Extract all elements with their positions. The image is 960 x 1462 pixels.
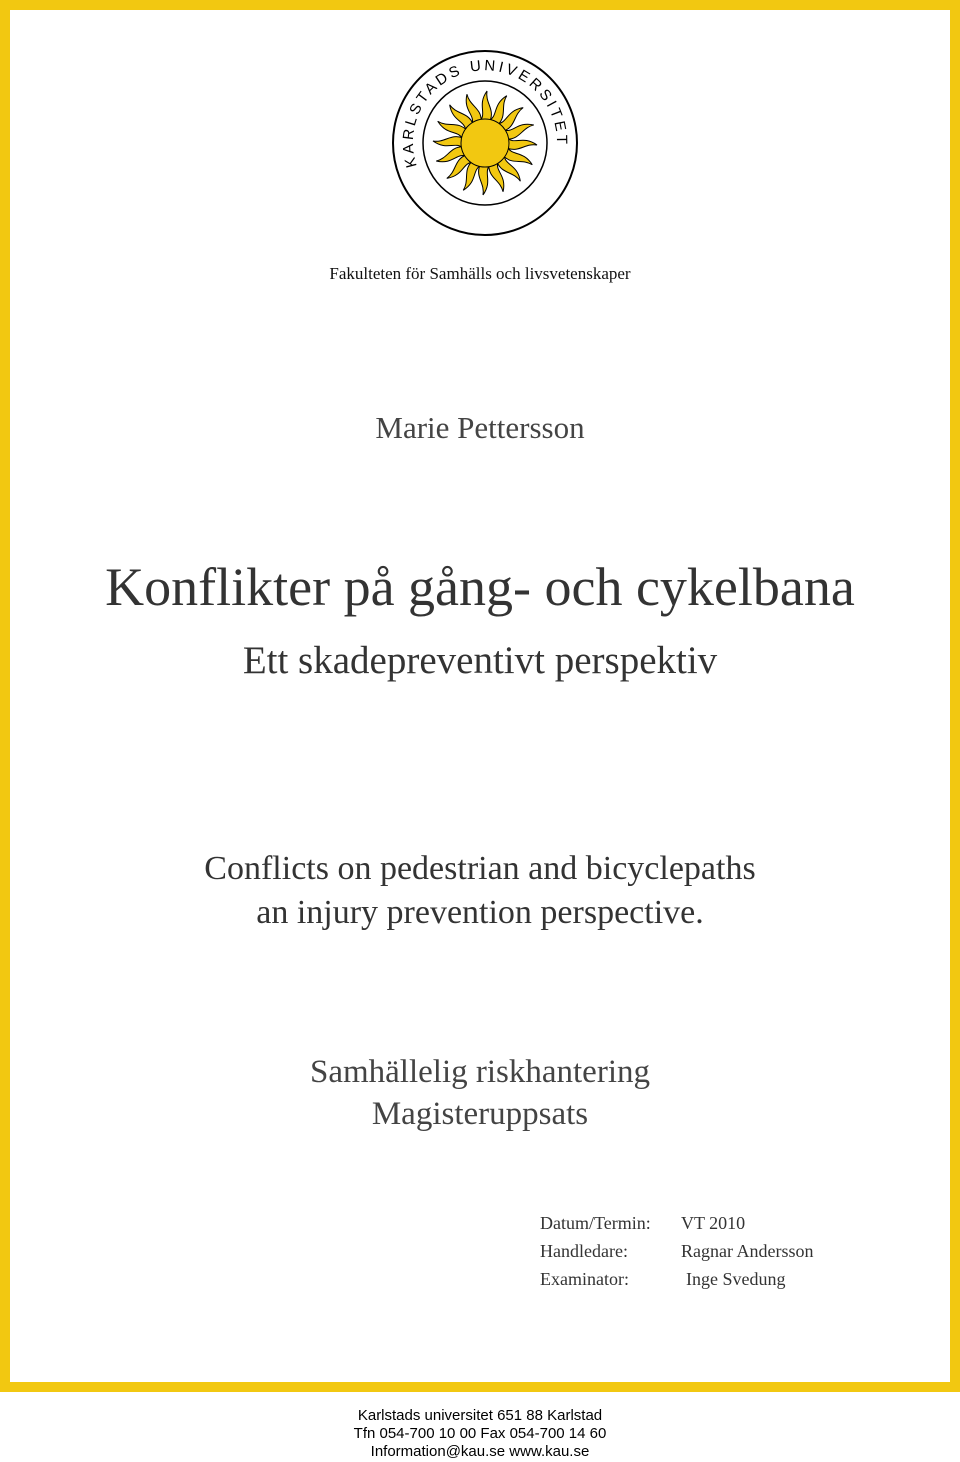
meta-label: Handledare:: [540, 1241, 628, 1261]
logo-ring-text: KARLSTADS UNIVERSITET: [399, 57, 571, 170]
program-name: Samhällelig riskhantering: [309, 1054, 650, 1090]
sun-icon: [433, 91, 537, 195]
thesis-subtitle: Ett skadepreventivt perspektiv: [242, 639, 718, 682]
meta-value: Inge Svedung: [686, 1269, 786, 1289]
contact-phone: Tfn 054-700 10 00 Fax 054-700 14 60: [353, 1425, 607, 1442]
english-title-line-2: an injury prevention perspective.: [256, 894, 704, 931]
author-name: Marie Pettersson: [375, 410, 585, 445]
meta-label: Examinator:: [540, 1269, 629, 1289]
page-frame-base: [0, 1382, 960, 1392]
contact-web: Information@kau.se www.kau.se: [370, 1443, 590, 1460]
faculty-name: Fakulteten för Samhälls och livsvetenskaper: [329, 264, 631, 283]
university-logo: [390, 48, 580, 238]
contact-address: Karlstads universitet 651 88 Karlstad: [357, 1407, 603, 1424]
meta-label: Datum/Termin:: [540, 1213, 651, 1233]
english-title-line-1: Conflicts on pedestrian and bicyclepaths: [204, 850, 756, 887]
thesis-title: Konflikter på gång- och cykelbana: [105, 557, 855, 617]
meta-value: Ragnar Andersson: [681, 1241, 814, 1261]
thesis-type: Magisteruppsats: [371, 1096, 589, 1132]
meta-value: VT 2010: [681, 1213, 746, 1233]
